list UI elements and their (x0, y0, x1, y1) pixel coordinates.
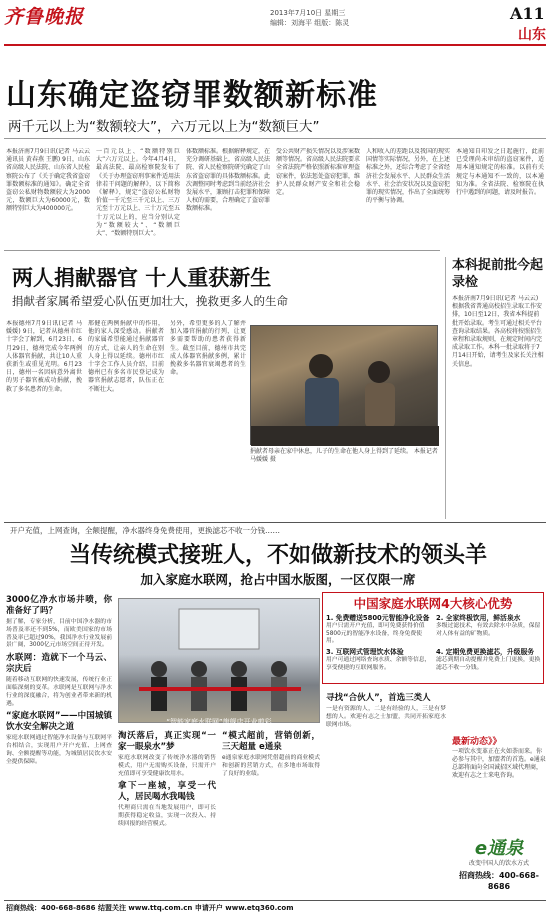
aside-title: 本科捉前批今起录检 (452, 258, 544, 290)
lead-column-4: 受公共财产损失情况以及涉案数额等情况。省高级人民法院要求全省法院严格依照新标准审理盗窃案件，依法惩处盗窃犯罪，维护人民群众财产安全和社会稳定。 (276, 148, 360, 197)
ad-section-title: “模式超前，营销创新，三天超量 e通泉 (222, 731, 320, 752)
advantage-item (436, 648, 542, 682)
brand-tagline: 改变中国人的饮水方式 (468, 860, 529, 867)
ad-section-body: 家庭水联网改变了传统净水器的销售模式，用户无需购买设备，只需开户充值即可享受健康饮用水。 (118, 755, 216, 777)
page-number: A11 (510, 4, 545, 23)
ad-subhead: 加入家庭水联网，抢占中国水版图，一区仅限一席 (140, 572, 416, 587)
lead-column-1: 本报济南7月9日讯(记者 马云云 通讯员 黄春燕 王鹏) 9日，山东省高级人民法院、山东省人民检察院公布了《关于确定我省盗窃罪数额标准的通知》。确定全省盗窃公私财物数额较大为2000元，数额巨大为60000元，数额特别巨大为400000元。 (6, 148, 90, 213)
story2-headline: 两人捐献器官 十人重获新生 (12, 266, 272, 290)
footer-line: 招商热线：400-668-8686 结盟关注 www.ttq.com.cn 申请开户 www.etq360.com (6, 904, 294, 912)
advantage-item-title: 3. 互联网式管理饮水体验 (326, 648, 404, 656)
advantage-item-body: 用户只需开户充值，即可免费获得价值5800元的智能净水设备，终身免费使用。 (326, 623, 425, 645)
promo-body: 一项饮水变革正在火如荼而来。你必参与其中，加盟者的首选。e通泉总部将面向全国诚招区域代理商，欢迎有志之士来电咨询。 (452, 748, 546, 779)
advantage-item-body: 滤芯到期自动提醒并免费上门更换，更换滤芯不收一分钱。 (436, 657, 541, 671)
masthead-editor-line: 编辑：刘海平 组版：陈灵 (270, 19, 350, 27)
lead-column-6: 本通知自印发之日起施行，此前已受理尚未审结的盗窃案件，适用本通知规定的标准。以前有关规定与本通知不一致的，以本通知为准。全省法院、检察院在执行中遇到的问题，请及时报告。 (456, 148, 544, 197)
masthead-divider (4, 44, 546, 46)
masthead-date-line: 2013年7月10日 星期三 (270, 9, 346, 17)
promo-box (452, 736, 546, 836)
lead-column-2: 一百元以上、“数额特别巨大”六万元以上。今年4月4日，最高法院、最高检察院发布了《关于办理盗窃刑事案件适用法律若干问题的解释》，以下简称《解释》，规定“盗窃公私财物价值一千元至三千元以上、三万元至十万元以上、三十万元至五十万元以上的，应当分别认定为“数额较大”、“数额巨大”、“数额特别巨大”。 (96, 148, 180, 238)
story2-divider (4, 250, 440, 251)
ad-section-body: 据了解，专家分析，目前中国净水器的市场普及率还不到5%，而欧美国家的市场普及率已超过90%，我国净水行业发展前景广阔，3000亿元市场空间正待开发。 (6, 619, 112, 649)
advantage-item-title: 4. 定期免费更换滤芯，升级服务 (436, 648, 535, 656)
ad-photo (118, 598, 320, 723)
advantage-item-body: 用户可通过网络查询水质、余额等信息，享受便捷的互联网服务。 (326, 657, 431, 671)
story2-column-2: 邢健在两例捐献中的作用，他的家人深受感动。捐献者的家属希望能通过捐献器官的方式，让亲人的生命在别人身上得以延续。德州市红十字会工作人员介绍，目前德州已有多名市民登记成为器官捐献志愿者，队伍正在不断壮大。 (88, 320, 164, 393)
ad-section-body: 代理商只需在当地发展用户，即可长期获得稳定收益，实现一次投入、持续回报的经营模式。 (118, 805, 216, 827)
ad-top-line: 开户充值，上网查询，全额提醒，净水器终身免费使用，更换滤芯不收一分钱…… (10, 526, 280, 535)
ad-headline: 当传统模式接班人，不如做新技术的领头羊 (68, 543, 487, 568)
lead-divider (4, 138, 546, 139)
brand-logo: e通泉 (474, 838, 524, 859)
lead-subhead: 两千元以上为“数额较大”，六万元以上为“数额巨大” (8, 119, 320, 135)
promo-title: 最新动态》》 (452, 737, 502, 747)
lead-column-3: 体数额标准。根据解释规定，在充分调研基础上，省高级人民法院、省人民检察院研究确定了山东省盗窃罪的具体数额标准。此次调整同时考虑到当前经济社会发展水平，兼顾打击犯罪和保障人权的需要，合理确定了盗窃罪数额标准。 (186, 148, 270, 213)
story2-subhead: 捐献者家属希望爱心队伍更加壮大，挽救更多人的生命 (12, 294, 288, 308)
lead-headline: 山东确定盗窃罪数额新标准 (6, 78, 378, 113)
ad-photo-caption: “智能家庭水联网”旗舰店开业剪彩 (166, 718, 272, 726)
aside-body: 本报济南7月9日讯(记者 马云云) 根据我省普通高校招生录取工作安排，10日至12日，我省本科提前批开始录取。考生可通过相关平台查询录取结果。各高校将按照招生章程和录取规则，在规定时间内完成录取工作。本科一批录取将于7月14日开始，请考生及家长关注相关信息。 (452, 295, 544, 368)
advantages-title: 中国家庭水联网4大核心优势 (353, 596, 513, 611)
lead-column-5: 人和收入的差距以及我国的现实国情等实际情况，另外，在上述标准之外，还综合考虑了全省经济社会发展水平、人民群众生活水平、社会治安状况以及盗窃犯罪的现实情况，作出了全面统筹的平衡与协调。 (366, 148, 450, 205)
advantage-item-title: 2. 全家终极饮用，鲜活泉水 (436, 614, 521, 622)
advantage-item (326, 648, 432, 682)
ad-section-title: “家庭水联网”——中国城镇饮水安全解决之道 (6, 711, 112, 733)
ad-section-body: 随着移动互联网的快速发展，传统行业正面临深刻的变革。水联网是互联网与净水行业的深度融合，将为创业者带来新的机遇。 (6, 677, 112, 707)
brand-block (452, 838, 546, 896)
ad-middle-column-1 (118, 728, 216, 896)
aside-story (445, 257, 545, 519)
footer-divider (4, 900, 546, 901)
advantage-item-title: 1. 免费赠送5800元智能净化设备 (326, 614, 430, 622)
ad-divider (4, 522, 546, 523)
ad-section-body: 家庭水联网通过智能净水设备与互联网平台相结合，实现用户开户充值、上网查询、全额提醒等功能，为城镇居民饮水安全提供保障。 (6, 735, 112, 765)
ad-photo-figure (119, 599, 321, 724)
section-label: 山东 (518, 27, 546, 43)
masthead-logo: 齐鲁晚报 (4, 6, 85, 28)
ad-section-title: 淘沃落后，真正实现“一家一眼泉水”梦 (118, 731, 216, 752)
advantage-item (326, 614, 432, 646)
ad-section-title: 寻找“合伙人”，首选三类人 (326, 693, 431, 703)
masthead-date (270, 8, 349, 28)
ad-middle-column-2 (222, 728, 320, 896)
advantage-item-body: 多级过滤技术，有效去除水中杂质，保留对人体有益的矿物质。 (436, 623, 541, 637)
story2-column-3: 另外，希望更多的人了解并加入器官捐献的行列，让更多需要帮助的患者获得新生。截至目前，德州市共完成人体器官捐献多例，累计挽救多名器官衰竭患者的生命。 (170, 320, 246, 377)
ad-left-column (6, 592, 112, 892)
ad-section-title: 3000亿净水市场井喷，你准备好了吗？ (6, 595, 112, 616)
brand-hotline: 招商热线：400-668-8686 (458, 871, 540, 891)
story2-column-1: 本报德州7月9日讯(记者 马媛媛) 9日，记者从德州市红十字会了解到，6月23日、6月29日，德州完成今年两例人体器官捐献，共让10人重获新生或重见光明。6月23日，德州一名因病意外离世的男子器官被成功捐献，挽救了多名患者的生命。 (6, 320, 82, 393)
story2-photo-caption: 捐献者母亲在家中休息，儿子的生命在他人身上得到了延续。 本报记者 马媛媛 摄 (250, 448, 438, 463)
ad-section-title: 拿下一座城，享受一代人，居民喝水我喝钱 (118, 781, 216, 803)
story2-photo (250, 325, 438, 445)
ad-right-column (326, 690, 446, 896)
advantage-item (436, 614, 542, 646)
story2-photo-figure (251, 326, 439, 446)
ad-section-title: 水联网：造就下一个马云、宗庆后 (6, 653, 112, 675)
ad-section-body: e通泉家庭水联网凭借超前的商业模式和创新的营销方式，在多地市场取得了良好的业绩。 (222, 755, 320, 777)
ad-section-body: 一是有资源的人，二是有经验的人，三是有梦想的人。欢迎有志之士加盟，共同开拓家庭水联网市场。 (326, 706, 446, 728)
